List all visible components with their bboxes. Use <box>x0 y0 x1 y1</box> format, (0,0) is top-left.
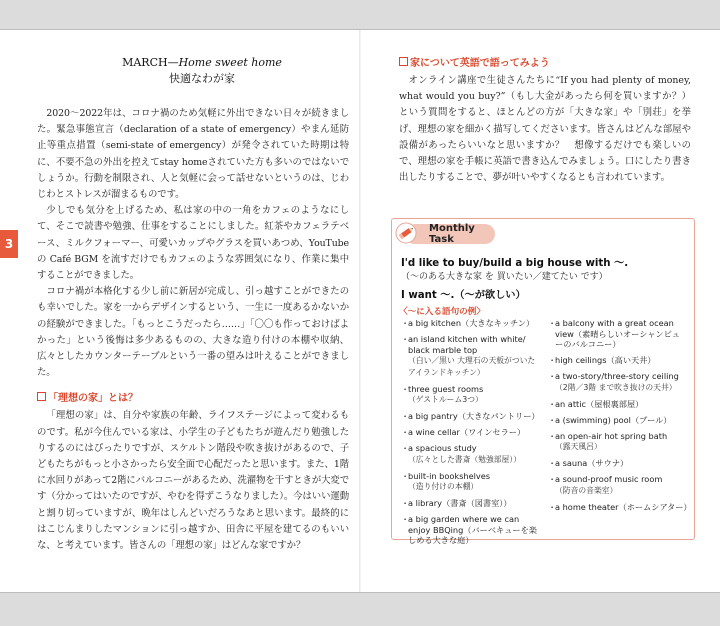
section-heading <box>399 54 691 69</box>
list-item: ・ a spacious study （広々とした書斎（勉強部屋）） <box>401 443 522 464</box>
page-gutter <box>359 30 361 592</box>
list-item: ・ a big kitchen（大きなキッチン） <box>401 318 535 328</box>
example-list-right <box>548 318 692 518</box>
body-paragraph: コロナ禍が本格化する少し前に新居が完成し、引っ越すことができたのも幸いでした。家を一からデザインするという、一生に一度あるかないかの経験ができました。「もっとこうだったら……」「〇〇も作っておけばよかった」という後悔は多少あるものの、大きな造り付けの本棚や収納、広々としたカウンターテーブルという一番の望みは叶えることができました。 <box>37 286 349 379</box>
list-item: ・ a (swimming) pool（プール） <box>548 414 672 425</box>
list-item: ・ an open-air hot spring bath （露天風呂） <box>548 430 668 451</box>
list-item: ・ a balcony with a great ocean view（素晴らしいオーシャンビューのバルコニー） <box>548 318 680 349</box>
left-page <box>37 56 349 554</box>
body-paragraph: 「理想の家」は、自分や家族の年齢、ライフステージによって変わるものです。私が今住んでいる家は、小学生の子どもたちが遊んだり勉強したりするのにはぴったりですが、スケルトン階段や吹き抜けがあるので、子どもたちがもっと小さかったら安全面で心配だったと思います。また、1階に水回りがあって2階にバルコニーがあるため、洗濯物を干すときが大変です（分かってはいたのですが、やむを得ずこうなりました）。今はいい運動と割り切っていますが、晩年はしんどいだろうなあと思います。最終的にはこじんまりしたマンションに引っ越すか、田舎に平屋を建てるのもいいな、と考えています。皆さんの「理想の家」はどんな家ですか？ <box>37 410 349 552</box>
chapter-title-prefix: MARCH— <box>122 56 179 69</box>
phrase-japanese: （～のある大きな家 を 買いたい／建てたい です） <box>401 272 608 282</box>
chapter-title-italic: Home sweet home <box>178 56 282 69</box>
section-heading-text: 家について英語で語ってみよう <box>410 58 550 69</box>
example-list-left <box>401 318 539 551</box>
list-item: ・ a big pantry（大きなパントリー） <box>401 411 540 421</box>
phrase-english: I want ～.（～が欲しい） <box>401 290 526 301</box>
section-heading <box>37 389 349 404</box>
list-item: ・ high ceilings（高い天井） <box>548 355 656 365</box>
section-heading-text: 「理想の家」とは？ <box>48 393 138 405</box>
checkbox-icon <box>399 57 408 66</box>
list-item: ・ an attic（屋根裏部屋） <box>548 398 644 409</box>
chapter-subtitle: 快適なわが家 <box>169 72 235 85</box>
chapter-title <box>55 56 349 69</box>
list-item: ・ a wine cellar（ワインセラー） <box>401 427 526 437</box>
list-item: ・ a two-story/three-story ceiling （2階／3階 まで吹き抜けの天井） <box>548 371 679 392</box>
examples-title: 〈～に入る語句の例〉 <box>399 307 485 317</box>
list-item: ・ a library（書斎（図書室）） <box>401 498 512 508</box>
list-item: ・ a big garden where we can enjoy BBQing（バーベキューを楽しめる大きな庭） <box>401 514 537 545</box>
list-item: ・ three guest rooms （ゲストルーム3つ） <box>401 383 484 404</box>
page-tab: 3 <box>0 230 18 258</box>
list-item: ・ built-in bookshelves （造り付けの本棚） <box>401 470 491 491</box>
right-page <box>399 54 691 186</box>
list-item: ・ a sound-proof music room （防音の音楽室） <box>548 474 663 495</box>
phrase-english: I'd like to buy/build a big house with ～. <box>401 258 629 269</box>
checkbox-icon <box>37 392 46 401</box>
body-paragraph: 2020～2022年は、コロナ禍のため気軽に外出できない日々が続きました。緊急事態宣言（declaration of a state of emergency）やまん延防止等重点措置（semi-state of emergency）が発令されていた時期は特に、不要不急の外出を控えてstay homeされていた方も多いのではないでしょうか。行動を制限され、人と気軽に会って話せないというのは、じわじわとストレスが溜まるものです。 <box>37 108 349 201</box>
monthly-task-label: Monthly Task <box>405 224 495 244</box>
body-paragraph: 少しでも気分を上げるため、私は家の中の一角をカフェのようなにして、そこで読書や勉強、仕事をすることにしました。紅茶やカフェラテベース、ミルクフォーマー、可愛いカップやグラスを買いあつめ、YouTubeの Café BGM を流すだけでもカフェのような雰囲気になり、作業に集中することができました。 <box>37 205 349 282</box>
list-item: ・ a sauna（サウナ） <box>548 458 629 468</box>
intro-paragraph: オンライン講座で生徒さんたちに“If you had plenty of money, what would you buy?”（もし大金があったら何を買いますか？）という質問をすると、ほとんどの方が「大きな家」や「別荘」を挙げ、理想の家を細かく描写してくださいます。皆さんはどんな部屋や設備があったらいいなと思いますか？ 想像するだけでも楽しいので、理想の家を手帳に英語で書き込んでみましょう。口にしたり書き出したりすることで、夢が叶いやすくなるとも言われています。 <box>399 75 691 184</box>
list-item: ・ an island kitchen with white/ black marble top （白い／黒い 大理石の天板がついた アイランドキッチン） <box>401 334 536 377</box>
list-item: ・ a home theater（ホームシアター） <box>548 501 692 512</box>
pencil-icon <box>395 222 417 244</box>
